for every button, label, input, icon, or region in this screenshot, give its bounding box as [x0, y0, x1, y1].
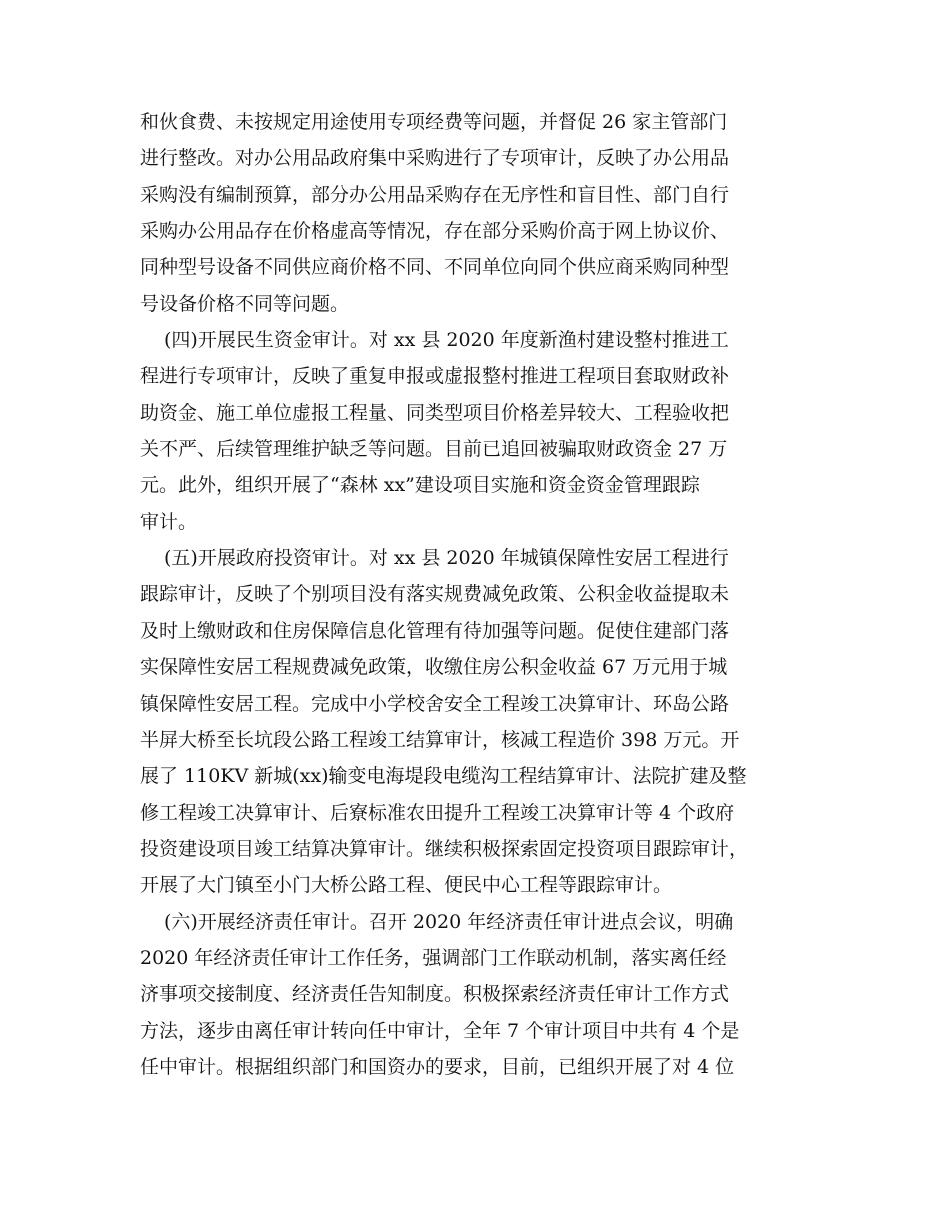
paragraph-procurement-audit	[140, 104, 820, 322]
text-line: 镇保障性安居工程。完成中小学校舍安全工程竣工决算审计、环岛公路	[140, 692, 730, 715]
text-line: 审计。	[140, 510, 198, 533]
paragraph-livelihood-funds-audit	[140, 322, 820, 540]
paragraph-economic-responsibility-audit	[140, 904, 820, 1086]
text-line: 实保障性安居工程规费减免政策，收缴住房公积金收益 67 万元用于城	[140, 656, 728, 679]
text-line: 投资建设项目竣工结算决算审计。继续积极探索固定投资项目跟踪审计，	[140, 837, 749, 860]
text-line: 关不严、后续管理维护缺乏等问题。目前已追回被骗取财政资金 27 万	[140, 438, 728, 461]
text-line: 元。此外，组织开展了“森林 xx”建设项目实施和资金资金管理跟踪	[140, 474, 700, 497]
text-line: 程进行专项审计，反映了重复申报或虚报整村推进工程项目套取财政补	[140, 365, 730, 388]
text-line: 方法，逐步由离任审计转向任中审计，全年 7 个审计项目中共有 4 个是	[140, 1019, 740, 1042]
text-line: (四)开展民生资金审计。对 xx 县 2020 年度新渔村建设整村推进工	[164, 329, 729, 352]
text-line: (五)开展政府投资审计。对 xx 县 2020 年城镇保障性安居工程进行	[164, 547, 729, 570]
text-line: 半屏大桥至长坑段公路工程竣工结算审计，核减工程造价 398 万元。开	[140, 728, 740, 751]
text-line: 修工程竣工决算审计、后寮标准农田提升工程竣工决算审计等 4 个政府	[140, 801, 735, 824]
document-page	[140, 104, 820, 1085]
text-line: 进行整改。对办公用品政府集中采购进行了专项审计，反映了办公用品	[140, 147, 730, 170]
text-line: 济事项交接制度、经济责任告知制度。积极探索经济责任审计工作方式	[140, 983, 730, 1006]
text-line: 助资金、施工单位虚报工程量、同类型项目价格差异较大、工程验收把	[140, 401, 730, 424]
text-line: 及时上缴财政和住房保障信息化管理有待加强等问题。促使住建部门落	[140, 619, 730, 642]
paragraph-government-investment-audit	[140, 540, 820, 903]
text-line: 2020 年经济责任审计工作任务，强调部门工作联动机制，落实离任经	[140, 946, 727, 969]
text-line: 采购没有编制预算，部分办公用品采购存在无序性和盲目性、部门自行	[140, 183, 730, 206]
text-line: 采购办公用品存在价格虚高等情况，存在部分采购价高于网上协议价、	[140, 220, 730, 243]
text-line: 号设备价格不同等问题。	[140, 292, 350, 315]
text-line: 开展了大门镇至小门大桥公路工程、便民中心工程等跟踪审计。	[140, 874, 673, 897]
text-line: 展了 110KV 新城(xx)输变电海堤段电缆沟工程结算审计、法院扩建及整	[140, 765, 747, 788]
text-line: 跟踪审计，反映了个别项目没有落实规费减免政策、公积金收益提取未	[140, 583, 730, 606]
text-line: 同种型号设备不同供应商价格不同、不同单位向同个供应商采购同种型	[140, 256, 730, 279]
text-line: 任中审计。根据组织部门和国资办的要求，目前，已组织开展了对 4 位	[140, 1055, 735, 1078]
text-line: (六)开展经济责任审计。召开 2020 年经济责任审计进点会议，明确	[164, 910, 734, 933]
text-line: 和伙食费、未按规定用途使用专项经费等问题，并督促 26 家主管部门	[140, 111, 728, 133]
